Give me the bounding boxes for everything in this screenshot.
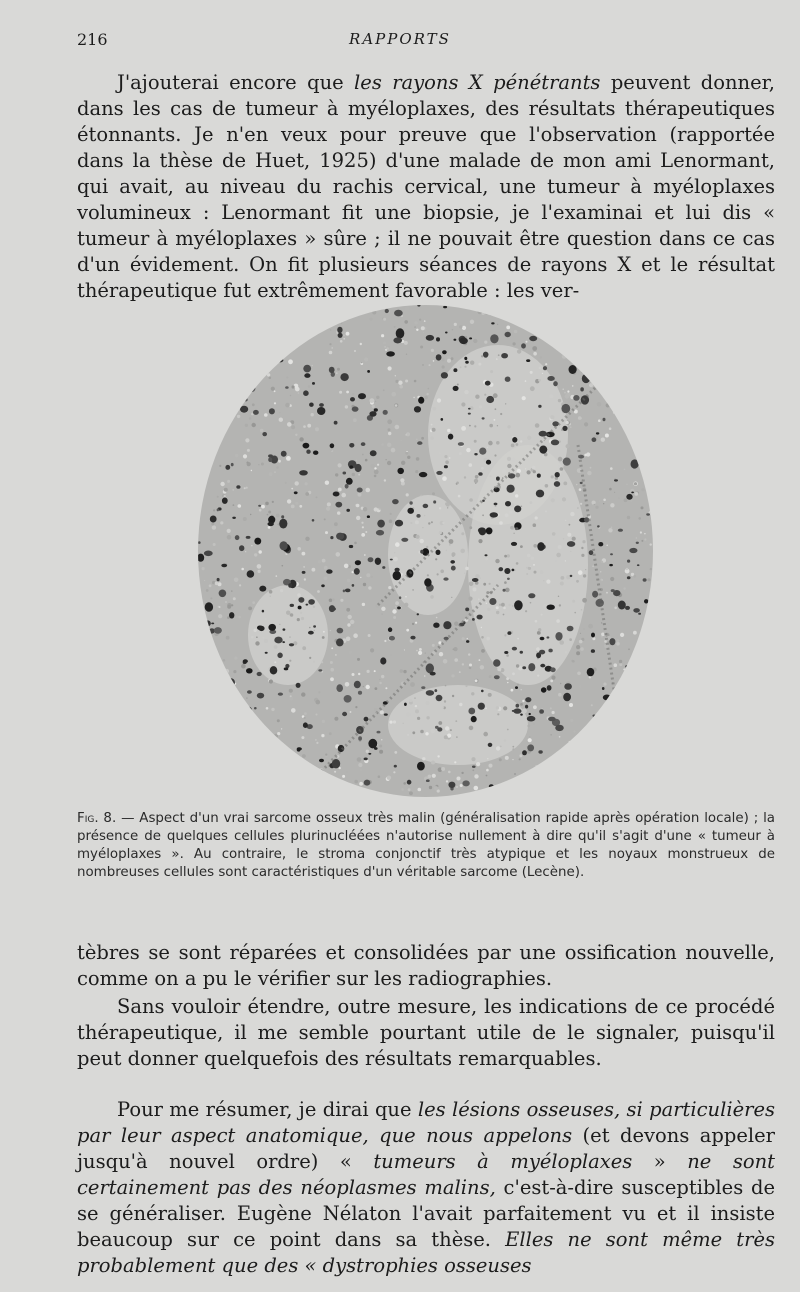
page-number: 216: [77, 30, 108, 49]
paragraph-1: [77, 70, 775, 304]
paragraph-4-text-g: c'est-à-dire susceptibles de se généraliser. Eugène Nélaton l'avait parfaitement vu et il insiste beaucoup sur ce point dans sa thèse.: [77, 1176, 775, 1251]
paragraph-1-italic: les rayons X pénétrants: [354, 71, 601, 94]
figure-label: Fig. 8.: [77, 811, 117, 826]
paragraph-4-text-c: (et devons appeler jusqu'à nouvel ordre) «: [77, 1124, 775, 1173]
paragraph-4-italic-h: Elles ne sont même très probablement que des « dystrophies osseuses: [77, 1228, 775, 1277]
paragraph-4: [77, 1097, 775, 1279]
micrograph-figure: [198, 305, 653, 797]
paragraph-4-italic-f: ne sont certainement pas des néoplasmes malins,: [77, 1150, 776, 1199]
figure-caption-text: — Aspect d'un vrai sarcome osseux très malin (généralisation rapide après opération locale) ; la présence de quelques cellules plurinucléées n'autorise nullement à dire qu'il s'agit d'une « tumeur à myéloplaxes ». Au contraire, le stroma conjonctif très atypique et les noyaux monstrueux de nombreuses cellules sont caractéristiques d'un véritable sarcome (Lecène).: [77, 811, 775, 880]
paragraph-4-text-e: »: [632, 1150, 688, 1173]
paragraph-1-text-a: J'ajouterai encore que: [117, 71, 355, 94]
paragraph-4-italic-d: tumeurs à myéloplaxes: [373, 1150, 633, 1173]
paragraph-3: Sans vouloir étendre, outre mesure, les indications de ce procédé thérapeutique, il me semble pourtant utile de le signaler, puisqu'il peut donner quelquefois des résultats remarquables.: [77, 995, 775, 1070]
paragraph-4-text-a: Pour me résumer, je dirai que: [117, 1098, 418, 1121]
paragraph-4-italic-b: les lésions osseuses, si particulières par leur aspect anatomique, que nous appelons: [77, 1098, 775, 1147]
micrograph-image: [198, 305, 653, 797]
paragraph-1-text-c: peuvent donner, dans les cas de tumeur à myéloplaxes, des résultats thérapeutiques étonnants. Je n'en veux pour preuve que l'observation (rapportée dans la thèse de Huet, 1925) d'une malade de mon ami Lenormant, qui avait, au niveau du rachis cervical, une tumeur à myéloplaxes volumineux : Lenormant fit une biopsie, je l'examinai et lui dis « tumeur à myéloplaxes » sûre ; il ne pouvait être question dans ce cas d'un évidement. On fit plusieurs séances de rayons X et le résultat thérapeutique fut extrêmement favorable : les ver-: [77, 71, 775, 302]
running-head: RAPPORTS: [349, 30, 451, 48]
paragraph-2: tèbres se sont réparées et consolidées par une ossification nouvelle, comme on a pu le vérifier sur les radiographies.: [77, 941, 775, 990]
figure-caption: [77, 810, 775, 882]
